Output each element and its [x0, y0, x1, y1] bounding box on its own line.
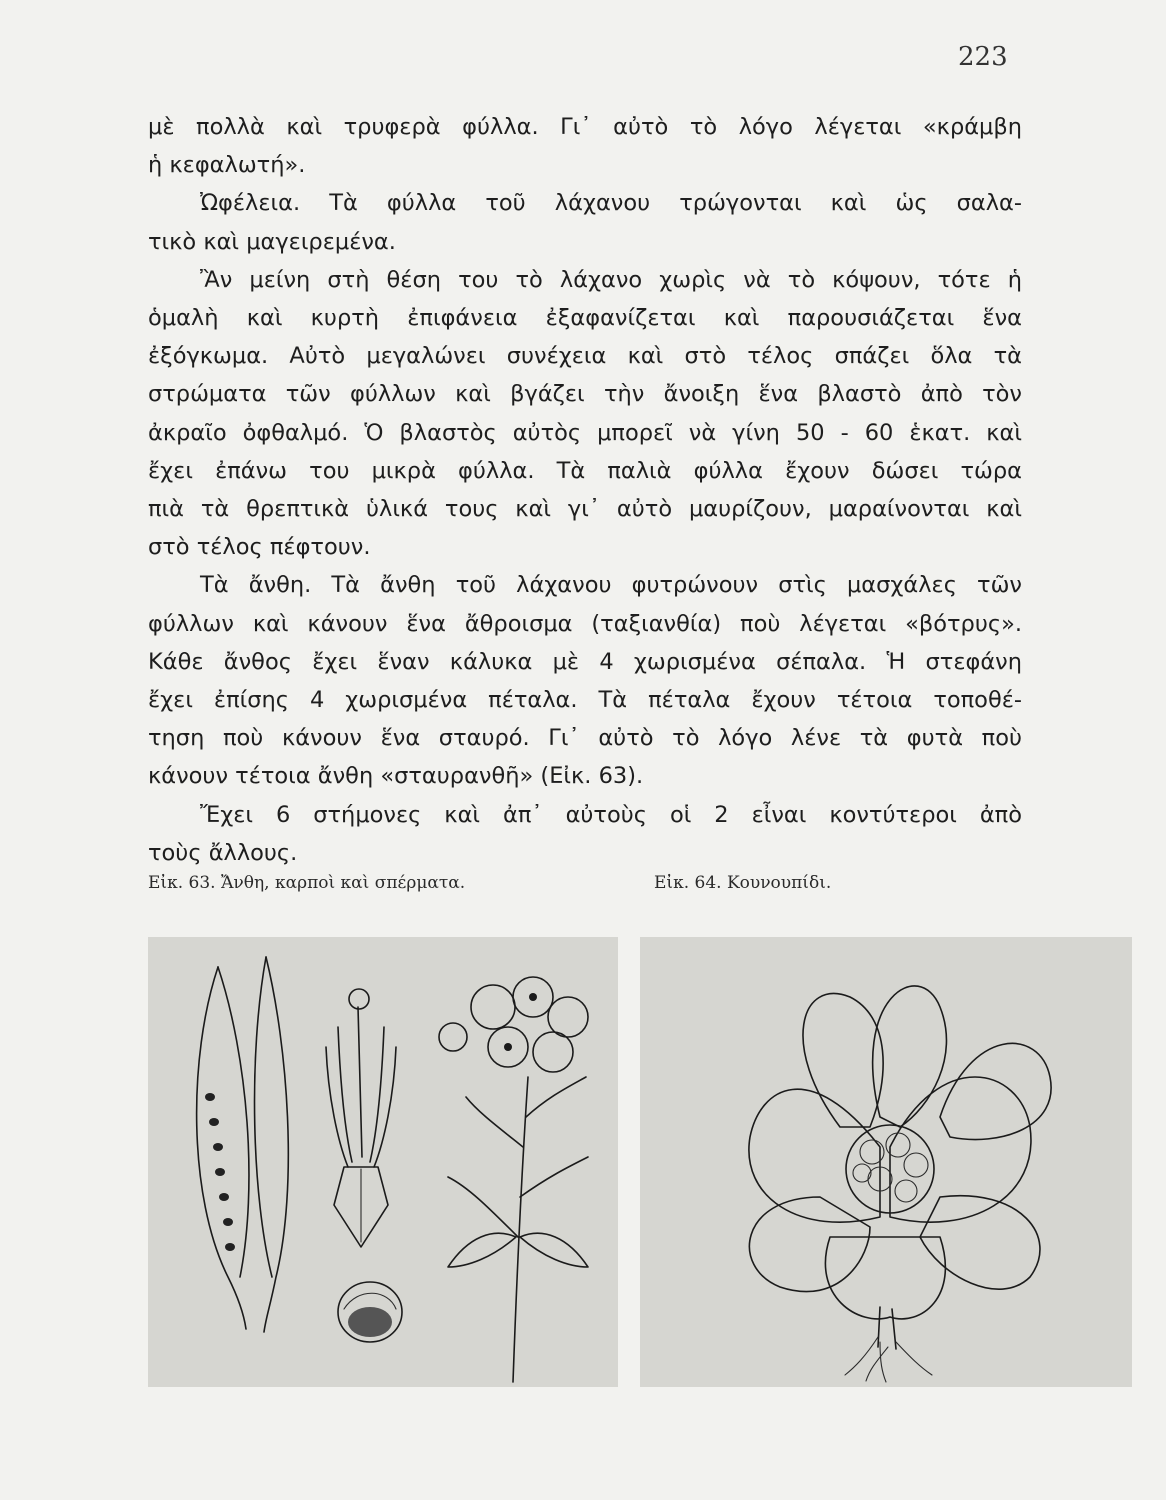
- text-line: Ἔχει 6 στήμονες καὶ ἀπ᾿ αὐτοὺς οἱ 2 εἶναι κοντύτεροι ἀπὸ: [200, 801, 1022, 828]
- cauliflower-drawing: [640, 937, 1132, 1387]
- seed-pod-right-outline: [264, 957, 288, 1332]
- text-line: κάνουν τέτοια ἄνθη «σταυρανθῆ» (Εἰκ. 63).: [148, 763, 644, 790]
- text-line: τηση ποὺ κάνουν ἕνα σταυρό. Γι᾿ αὐτὸ τὸ λόγο λένε τὰ φυτὰ ποὺ: [148, 725, 1022, 752]
- page-number: 223: [958, 42, 1008, 72]
- section-heading-line: Ὠφέλεια. Τὰ φύλλα τοῦ λάχανου τρώγονται καὶ ὡς σαλα-: [200, 190, 1022, 217]
- figure-63-illustration: [148, 937, 618, 1387]
- flowering-stem-drawing: [439, 977, 588, 1382]
- text-line: ἀκραῖο ὀφθαλμό. Ὁ βλαστὸς αὐτὸς μπορεῖ νὰ γίνη 50 - 60 ἑκατ. καὶ: [148, 419, 1022, 446]
- text-line: τικὸ καὶ μαγειρεμένα.: [148, 228, 396, 255]
- figure-63-caption: Εἰκ. 63. Ἄνθη, καρποὶ καὶ σπέρματα.: [148, 873, 466, 893]
- seed-pod-left-inner: [218, 967, 249, 1277]
- seed-pod-right-inner: [255, 957, 272, 1277]
- text-line: στὸ τέλος πέφτουν.: [148, 534, 371, 561]
- section-heading-line: Τὰ ἄνθη. Τὰ ἄνθη τοῦ λάχανου φυτρώνουν στὶς μασχάλες τῶν: [200, 572, 1022, 599]
- figure-64-caption: Εἰκ. 64. Κουνουπίδι.: [654, 873, 832, 893]
- text-line: Κάθε ἄνθος ἔχει ἕναν κάλυκα μὲ 4 χωρισμένα σέπαλα. Ἡ στεφάνη: [148, 648, 1022, 675]
- text-line: ὁμαλὴ καὶ κυρτὴ ἐπιφάνεια ἐξαφανίζεται καὶ παρουσιάζεται ἕνα: [148, 305, 1022, 332]
- body-text: [148, 108, 1022, 872]
- text-line: ἔχει ἐπίσης 4 χωρισμένα πέταλα. Τὰ πέταλα ἔχουν τέτοια τοποθέ-: [148, 687, 1022, 714]
- cauliflower-leaves: [749, 986, 1051, 1319]
- text-line: στρώματα τῶν φύλλων καὶ βγάζει τὴν ἄνοιξη ἕνα βλαστὸ ἀπὸ τὸν: [148, 381, 1022, 408]
- text-line: τοὺς ἄλλους.: [148, 839, 298, 866]
- stamens-drawing: [326, 989, 396, 1247]
- text-line: Ἂν μείνη στὴ θέση του τὸ λάχανο χωρὶς νὰ τὸ κόψουν, τότε ἡ: [200, 266, 1022, 293]
- text-line: πιὰ τὰ θρεπτικὰ ὑλικά τους καὶ γι᾿ αὐτὸ μαυρίζουν, μαραίνονται καὶ: [148, 496, 1022, 523]
- figure-64-illustration: [640, 937, 1132, 1387]
- text-line: φύλλων καὶ κάνουν ἕνα ἄθροισμα (ταξιανθία) ποὺ λέγεται «βότρυς».: [148, 610, 1022, 637]
- flower-pods-drawing: [148, 937, 618, 1387]
- text-line: ἡ κεφαλωτή».: [148, 152, 306, 179]
- text-line: μὲ πολλὰ καὶ τρυφερὰ φύλλα. Γι᾿ αὐτὸ τὸ λόγο λέγεται «κράμβη: [148, 114, 1022, 140]
- text-line: ἐξόγκωμα. Αὐτὸ μεγαλώνει συνέχεια καὶ στὸ τέλος σπάζει ὅλα τὰ: [148, 343, 1022, 370]
- text-line: ἔχει ἐπάνω του μικρὰ φύλλα. Τὰ παλιὰ φύλλα ἔχουν δώσει τώρα: [148, 457, 1022, 484]
